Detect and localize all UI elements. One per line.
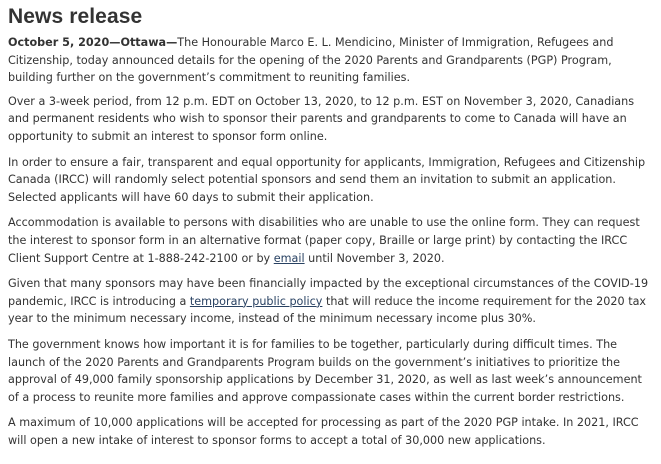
paragraph-random-selection: In order to ensure a fair, transparent and equal opportunity for applicants, Immigration, Refugees and Citizenship Canada (IRCC) will randomly select potential sponsors and send them an invitation to submit an application. Selected applicants will have 60 days to submit their application. <box>8 155 646 204</box>
accommodation-text-before: Accommodation is available to persons with disabilities who are unable to use the online form. They can request the interest to sponsor form in an alternative format (paper copy, Braille or large print) by contacting the IRCC Client Support Centre at 1-888-242-2100 or by <box>8 216 640 265</box>
temporary-public-policy-link[interactable]: temporary public policy <box>189 294 323 308</box>
email-link[interactable]: email <box>273 251 305 265</box>
paragraph-application-period: Over a 3-week period, from 12 p.m. EDT on October 13, 2020, to 12 p.m. EST on November 3, 2020, Canadians and permanent residents who wish to sponsor their parents and grandparents to come to Canada will have an opportunity to submit an interest to sponsor form online. <box>8 94 635 143</box>
paragraph-families-together: The government knows how important it is for families to be together, particularly during difficult times. The launch of the 2020 Parents and Grandparents Program builds on the government’s initiatives to prioritize the approval of 49,000 family sponsorship applications by December 31, 2020, as well as last week’s announcement of a process to reunite more families and approve compassionate cases within the current border restrictions. <box>8 337 642 404</box>
lead-paragraph <box>8 34 655 87</box>
accommodation-text-after: until November 3, 2020. <box>304 251 445 265</box>
income-text-after: that will reduce the income requirement for the 2020 tax year to the minimum necessary income, instead of the minimum necessary income plus 30%. <box>8 294 647 326</box>
paragraph-accommodation <box>8 214 655 267</box>
dateline: October 5, 2020—Ottawa— <box>8 36 178 49</box>
income-text-before: Given that many sponsors may have been financially impacted by the exceptional circumstances of the COVID-19 pandemic, IRCC is introducing a <box>8 277 649 308</box>
paragraph-income-policy <box>8 275 655 328</box>
paragraph-intake-cap: A maximum of 10,000 applications will be accepted for processing as part of the 2020 PGP intake. In 2021, IRCC will open a new intake of interest to sponsor forms to accept a total of 30,000 new applications. <box>8 416 639 447</box>
lead-text: The Honourable Marco E. L. Mendicino, Minister of Immigration, Refugees and Citizenship, today announced details for the opening of the 2020 Parents and Grandparents (PGP) Program, building further on the government’s commitment to reuniting families. <box>8 36 614 85</box>
page-title: News release <box>8 5 143 28</box>
